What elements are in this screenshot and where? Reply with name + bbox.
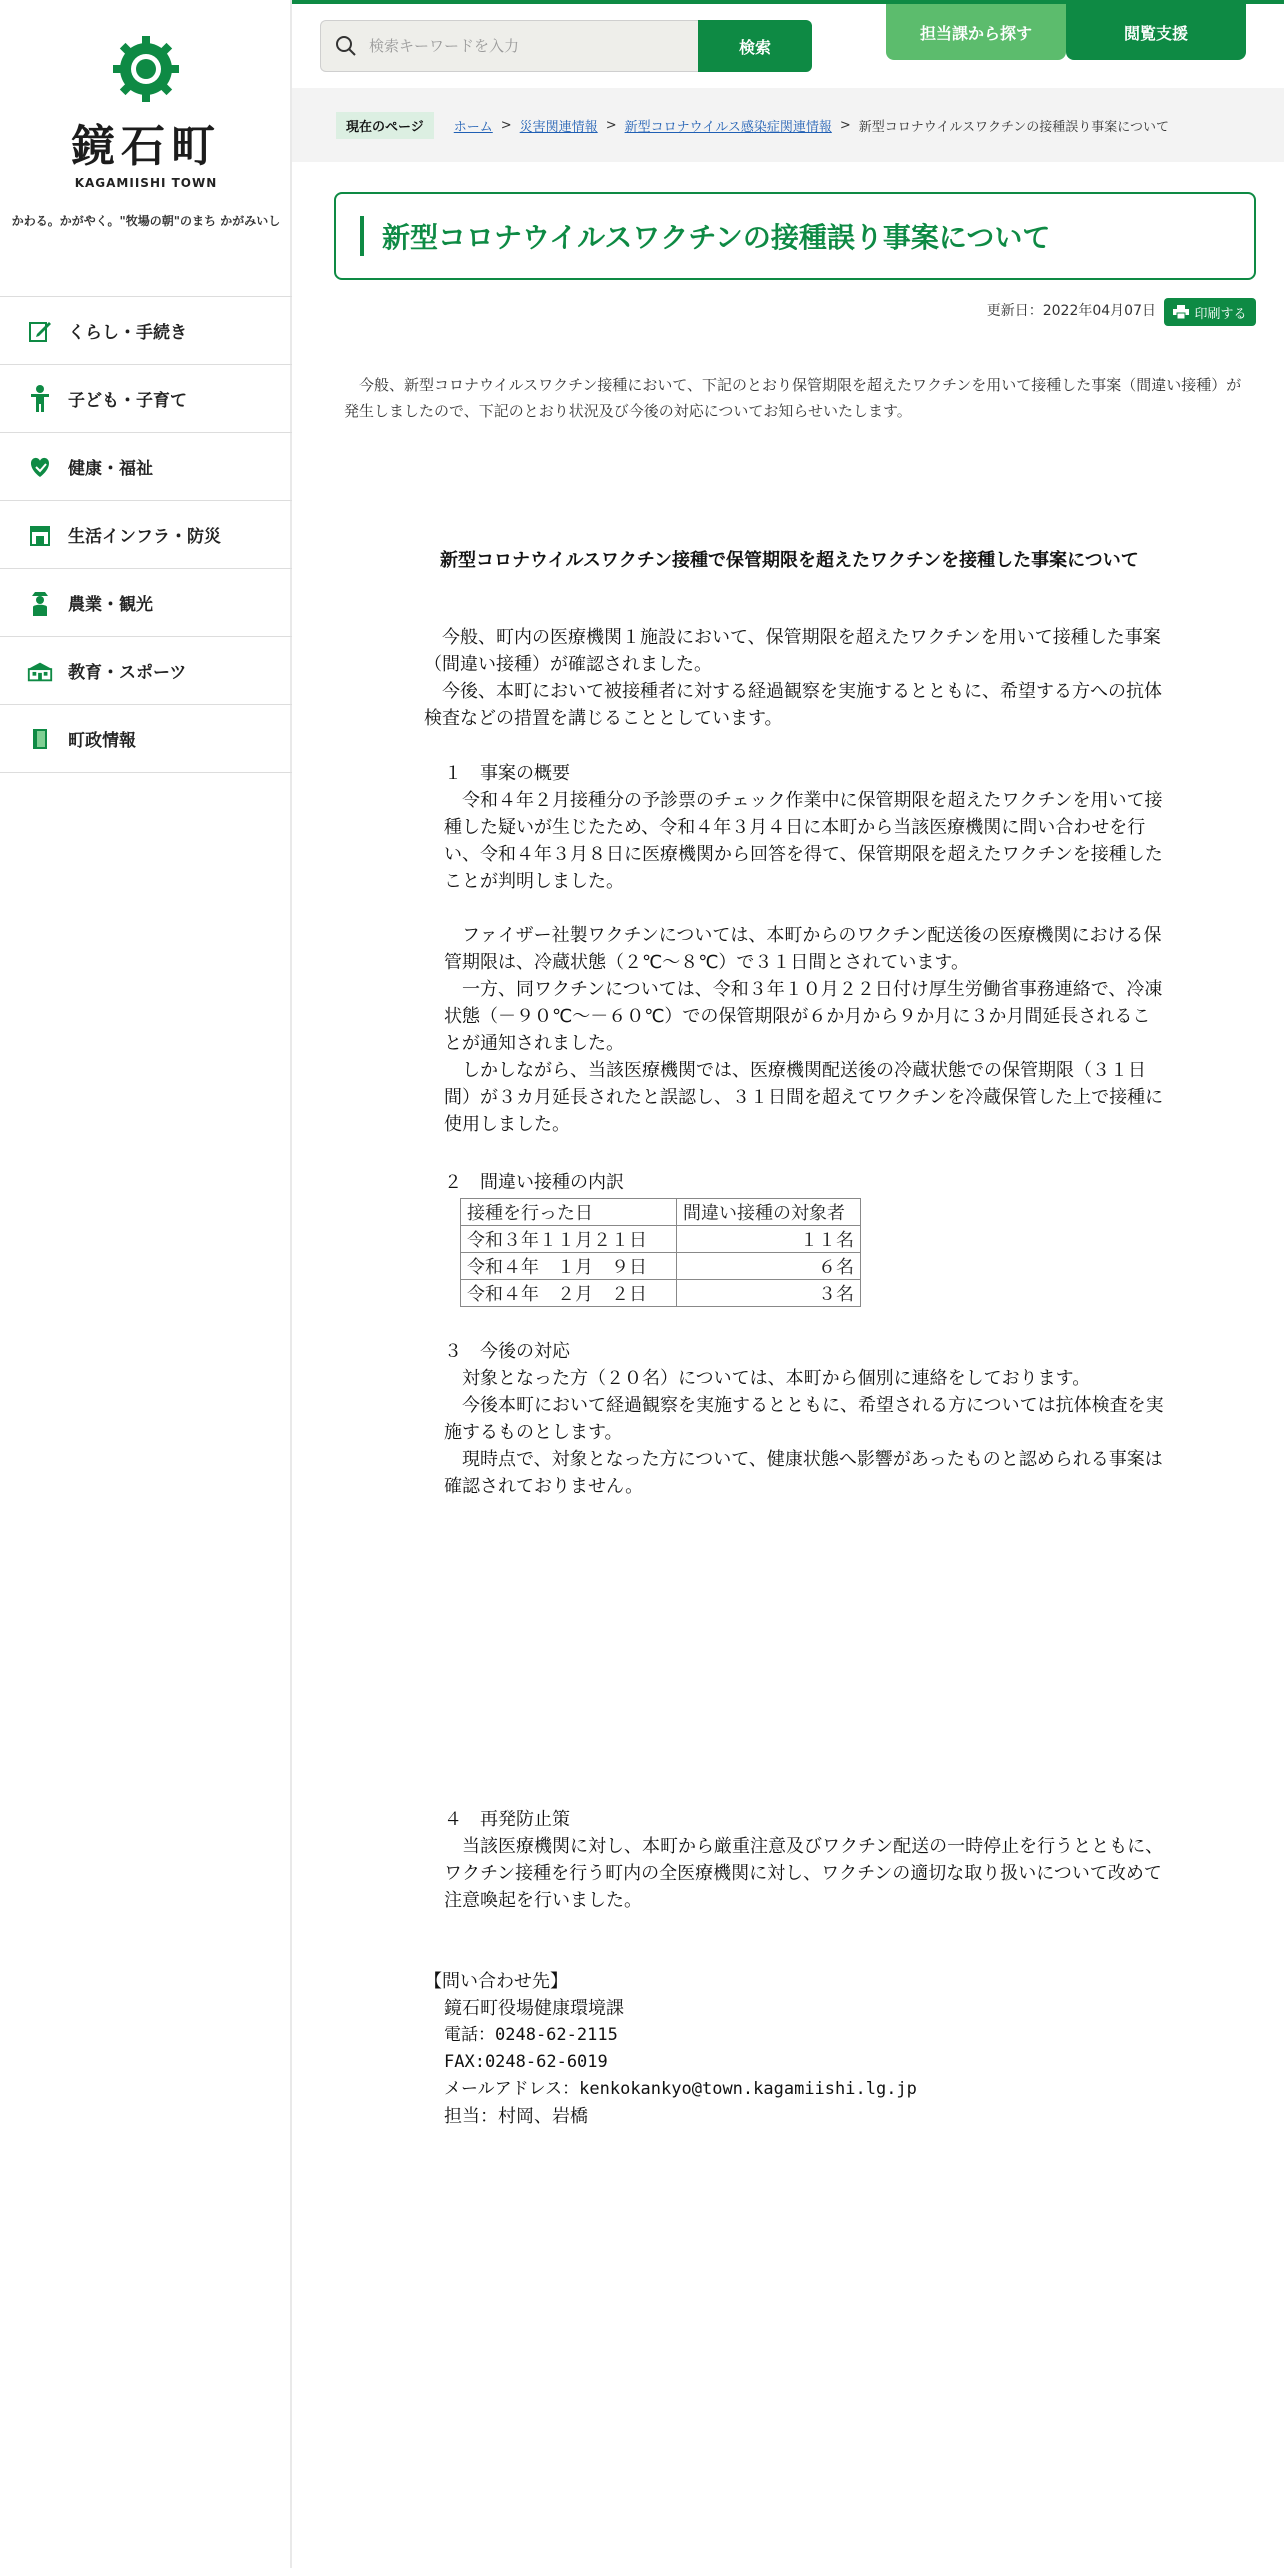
site-name: 鏡石町 (71, 121, 221, 172)
sidebar-item-label: 農業・観光 (68, 595, 153, 615)
paragraph: しかしながら、当該医療機関では、医療機関配送後の冷蔵状態での保管期限（３１日間）が３カ月延長されたと誤認し、３１日間を超えてワクチンを冷蔵保管した上で接種に使用しました。 (444, 1060, 1164, 1135)
paragraph: 現時点で、対象となった方について、健康状態へ影響があったものと認められる事案は確認されておりません。 (444, 1449, 1163, 1497)
site-logo[interactable] (0, 36, 292, 190)
table-cell: 令和３年１１月２１日 (461, 1226, 677, 1253)
intro-text: 今般、新型コロナウイルスワクチン接種において、下記のとおり保管期限を超えたワクチンを用いて接種した事案（間違い接種）が発生しましたので、下記のとおり状況及び今後の対応についてお知らせいたします。 (344, 376, 1242, 420)
breadcrumb-link-disaster[interactable]: 災害関連情報 (519, 119, 598, 135)
table-row (461, 1226, 861, 1253)
print-button[interactable] (1164, 298, 1256, 326)
child-icon (26, 385, 54, 413)
page-title: 新型コロナウイルスワクチンの接種誤り事案について (382, 221, 1051, 254)
building-icon (26, 521, 54, 549)
book-icon (26, 725, 54, 753)
paragraph: 当該医療機関に対し、本町から厳重注意及びワクチン配送の一時停止を行うとともに、ワクチン接種を行う町内の全医療機関に対し、ワクチンの適切な取り扱いについて改めて注意喚起を行いました。 (444, 1836, 1164, 1911)
table-cell: 令和４年 １月 ９日 (461, 1253, 677, 1280)
farmer-icon (26, 589, 54, 617)
paragraph: 今後本町において経過観察を実施するとともに、希望される方については抗体検査を実施するものとします。 (444, 1395, 1164, 1443)
search-icon (335, 35, 357, 57)
sidebar-item-nogyo[interactable] (0, 569, 292, 637)
sidebar-item-infra[interactable] (0, 501, 292, 569)
page-title-box (334, 192, 1256, 280)
document-heading: 新型コロナウイルスワクチン接種で保管期限を超えたワクチンを接種した事案について (440, 550, 1139, 571)
sidebar-item-label: くらし・手続き (68, 323, 187, 343)
paragraph: ファイザー社製ワクチンについては、本町からのワクチン配送後の医療機関における保管期限は、冷蔵状態（２℃～８℃）で３１日間とされています。 (444, 925, 1162, 973)
breadcrumb-link-home[interactable]: ホーム (453, 119, 493, 135)
misvaccination-table (460, 1198, 861, 1307)
school-icon (26, 657, 54, 685)
town-emblem-icon (113, 36, 179, 102)
sidebar-item-label: 教育・スポーツ (68, 663, 187, 683)
breadcrumb-current: 新型コロナウイルスワクチンの接種誤り事案について (858, 119, 1170, 135)
breadcrumb-separator: > (839, 117, 851, 133)
pencil-note-icon (26, 317, 54, 345)
contact-heading: 【問い合わせ先】 (424, 1971, 568, 1992)
table-cell: １１名 (677, 1226, 861, 1253)
contact-phone: 電話：0248-62-2115 (444, 2025, 618, 2045)
sidebar-item-kenko[interactable] (0, 433, 292, 501)
contact-block (424, 1968, 1168, 2130)
sidebar-item-chosei[interactable] (0, 705, 292, 773)
print-button-label: 印刷する (1194, 306, 1247, 322)
site-name-en: KAGAMIISHI TOWN (74, 176, 218, 190)
contact-fax: FAX:0248-62-6019 (444, 2052, 608, 2072)
printer-icon (1173, 305, 1189, 319)
contact-email[interactable]: メールアドレス：kenkokankyo@town.kagamiishi.lg.jp (444, 2079, 917, 2099)
header (292, 4, 1284, 84)
tab-accessibility[interactable]: 閲覧支援 (1066, 4, 1246, 60)
paragraph: 今般、町内の医療機関１施設において、保管期限を超えたワクチンを用いて接種した事案（間違い接種）が確認されました。 (424, 627, 1161, 675)
section-heading: ４ 再発防止策 (444, 1809, 570, 1830)
contact-department: 鏡石町役場健康環境課 (444, 1998, 624, 2019)
sidebar-item-kurashi[interactable] (0, 297, 292, 365)
breadcrumb-separator: > (605, 117, 617, 133)
section-heading: ３ 今後の対応 (444, 1341, 570, 1362)
sidebar-item-label: 子ども・子育て (68, 391, 187, 411)
breadcrumb-separator: > (500, 117, 512, 133)
table-header-cell: 接種を行った日 (461, 1199, 677, 1226)
search-input[interactable] (369, 37, 669, 55)
sidebar (0, 0, 292, 2568)
sidebar-item-kodomo[interactable] (0, 365, 292, 433)
breadcrumb (292, 88, 1284, 162)
breadcrumb-label: 現在のページ (336, 112, 434, 139)
section-heading: １ 事案の概要 (444, 763, 570, 784)
paragraph: 一方、同ワクチンについては、令和３年１０月２２日付け厚生労働省事務連絡で、冷凍状態（－９０℃～－６０℃）での保管期限が６か月から９か月に３か月間延長されることが通知されました。 (444, 979, 1163, 1054)
section-heading: ２ 間違い接種の内訳 (444, 1172, 624, 1193)
heart-hand-icon (26, 453, 54, 481)
global-nav (0, 296, 292, 773)
table-row (461, 1280, 861, 1307)
sidebar-item-kyoiku[interactable] (0, 637, 292, 705)
search-button[interactable]: 検索 (698, 20, 812, 72)
paragraph: 今後、本町において被接種者に対する経過観察を実施するとともに、希望する方への抗体検査などの措置を講じることとしています。 (424, 681, 1162, 729)
table-header-row (461, 1199, 861, 1226)
table-cell: 令和４年 ２月 ２日 (461, 1280, 677, 1307)
sidebar-item-label: 町政情報 (68, 731, 136, 751)
table-cell: ３名 (677, 1280, 861, 1307)
table-row (461, 1253, 861, 1280)
updated-date: 更新日：2022年04月07日 (986, 303, 1156, 319)
sidebar-item-label: 生活インフラ・防災 (68, 527, 221, 547)
table-cell: ６名 (677, 1253, 861, 1280)
table-header-cell: 間違い接種の対象者 (677, 1199, 861, 1226)
sidebar-item-label: 健康・福祉 (68, 459, 153, 479)
title-accent-bar (360, 216, 364, 256)
contact-staff: 担当：村岡、岩橋 (444, 2106, 588, 2127)
site-slogan: かわる。かがやく。"牧場の朝"のまち かがみいし (11, 214, 281, 228)
paragraph: 対象となった方（２０名）については、本町から個別に連絡をしております。 (444, 1368, 1091, 1389)
breadcrumb-link-covid[interactable]: 新型コロナウイルス感染症関連情報 (624, 119, 832, 135)
paragraph: 令和４年２月接種分の予診票のチェック作業中に保管期限を超えたワクチンを用いて接種した疑いが生じたため、令和４年３月４日に本町から当該医療機関に問い合わせを行い、令和４年３月８日に医療機関から回答を得て、保管期限を超えたワクチンを接種したことが判明しました。 (444, 790, 1163, 892)
tab-search-by-department[interactable]: 担当課から探す (886, 4, 1066, 60)
search-box (320, 20, 698, 72)
